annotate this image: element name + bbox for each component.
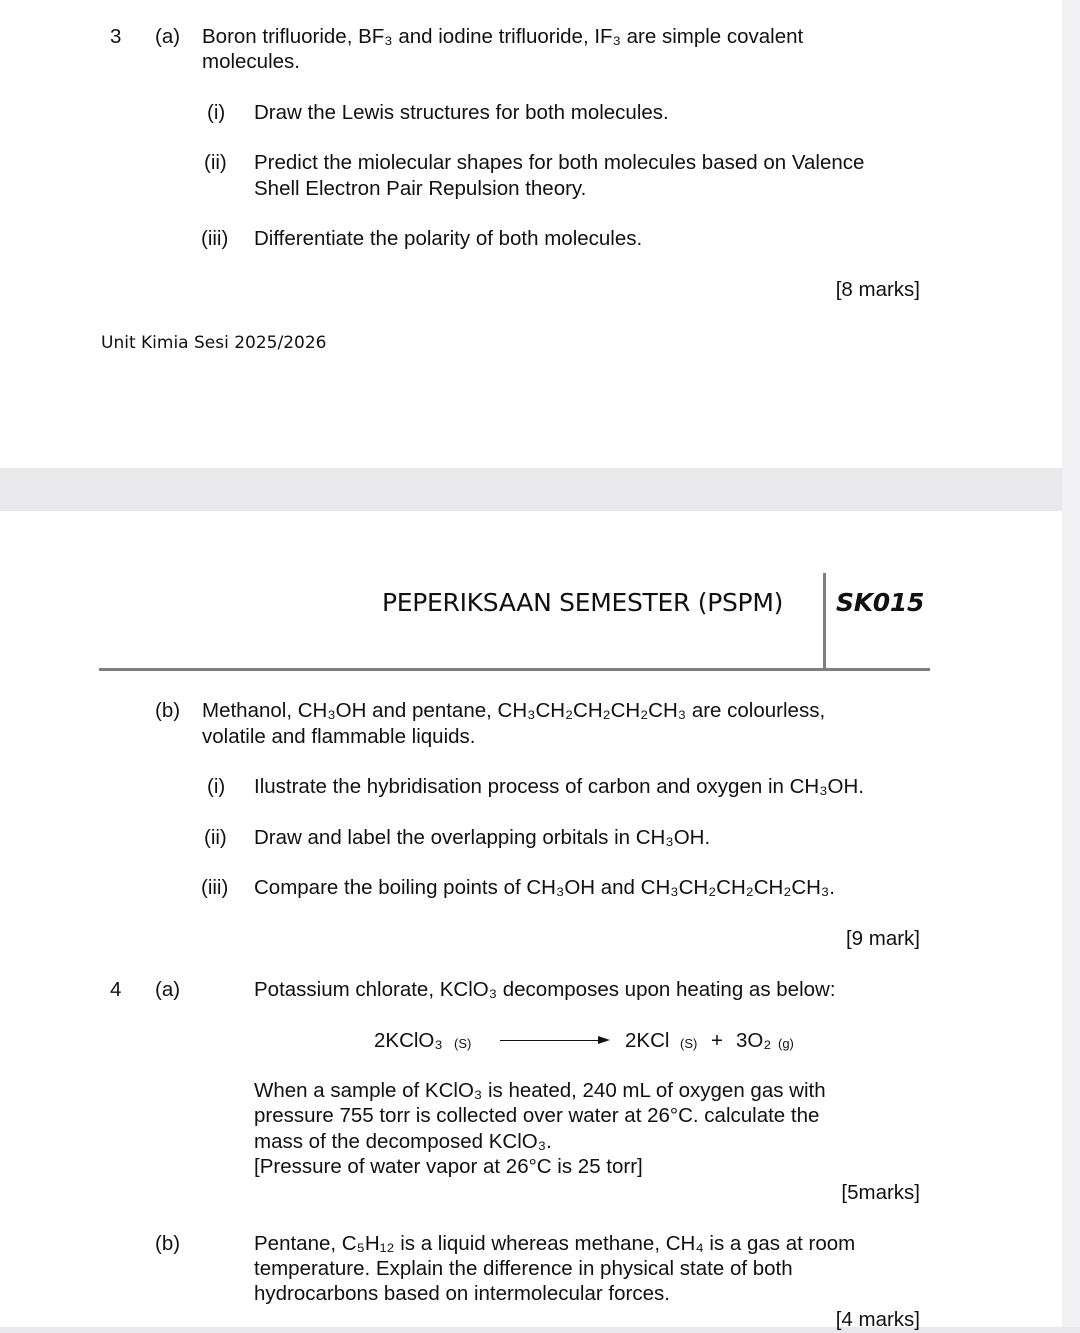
question-body-line: hydrocarbons based on intermolecular forces. <box>254 1282 670 1305</box>
subpart-label: (ii) <box>204 151 227 174</box>
exam-title: PEPERIKSAAN SEMESTER (PSPM) <box>382 588 784 617</box>
equation-plus: + <box>711 1029 723 1052</box>
subpart-label: (i) <box>207 775 226 798</box>
subpart-text: Draw the Lewis structures for both molecules. <box>254 101 669 124</box>
question-stem-line: volatile and flammable liquids. <box>202 725 476 748</box>
subpart-label: (iii) <box>201 227 229 250</box>
question-body-line: Pentane, C₅H₁₂ is a liquid whereas methane, CH₄ is a gas at room <box>254 1232 856 1255</box>
question-body-line: mass of the decomposed KClO₃. <box>254 1130 552 1153</box>
question-stem-line: molecules. <box>202 50 300 73</box>
subpart-label: (iii) <box>201 876 229 899</box>
course-code: SK015 <box>836 588 925 617</box>
part-label: (b) <box>155 1232 181 1255</box>
exam-page-2 <box>0 511 1062 1331</box>
equation-state: (S) <box>680 1036 698 1051</box>
part-label: (a) <box>155 25 181 48</box>
header-divider <box>823 573 826 669</box>
subpart-text: Compare the boiling points of CH₃OH and CH₃CH₂CH₂CH₂CH₃. <box>254 876 835 899</box>
question-body-line: When a sample of KClO₃ is heated, 240 mL of oxygen gas with <box>254 1079 826 1102</box>
page-footer: Unit Kimia Sesi 2025/2026 <box>101 333 327 353</box>
equation-product: 3O₂ <box>736 1029 772 1052</box>
equation-reactant: 2KClO₃ <box>374 1029 443 1052</box>
subpart-label: (i) <box>207 101 226 124</box>
marks-label: [8 marks] <box>835 278 920 301</box>
arrow-head-icon <box>598 1036 610 1044</box>
marks-label: [4 marks] <box>835 1308 920 1331</box>
question-stem-line: Boron trifluoride, BF₃ and iodine trifluoride, IF₃ are simple covalent <box>202 25 804 48</box>
question-body-line: pressure 755 torr is collected over water at 26°C. calculate the <box>254 1104 820 1127</box>
part-label: (b) <box>155 699 181 722</box>
scroll-gutter <box>1062 0 1080 1327</box>
question-body-line: [Pressure of water vapor at 26°C is 25 torr] <box>254 1155 643 1178</box>
question-stem-line: Potassium chlorate, KClO₃ decomposes upon heating as below: <box>254 978 836 1001</box>
subpart-text: Shell Electron Pair Repulsion theory. <box>254 177 587 200</box>
equation-product: 2KCl <box>625 1029 670 1052</box>
question-number: 4 <box>110 978 122 1001</box>
subpart-text: Differentiate the polarity of both molecules. <box>254 227 643 250</box>
question-stem-line: Methanol, CH₃OH and pentane, CH₃CH₂CH₂CH₂CH₃ are colourless, <box>202 699 826 722</box>
question-body-line: temperature. Explain the difference in physical state of both <box>254 1257 793 1280</box>
marks-label: [5marks] <box>841 1181 920 1204</box>
exam-page-1 <box>0 0 1062 468</box>
subpart-text: Ilustrate the hybridisation process of carbon and oxygen in CH₃OH. <box>254 775 864 798</box>
question-number: 3 <box>110 25 122 48</box>
equation-state: (g) <box>778 1036 794 1051</box>
equation-state: (S) <box>454 1036 472 1051</box>
subpart-text: Draw and label the overlapping orbitals in CH₃OH. <box>254 826 711 849</box>
part-label: (a) <box>155 978 181 1001</box>
reaction-arrow <box>500 1040 600 1041</box>
subpart-text: Predict the miolecular shapes for both molecules based on Valence <box>254 151 865 174</box>
subpart-label: (ii) <box>204 826 227 849</box>
marks-label: [9 mark] <box>845 927 920 950</box>
header-rule <box>99 668 930 671</box>
